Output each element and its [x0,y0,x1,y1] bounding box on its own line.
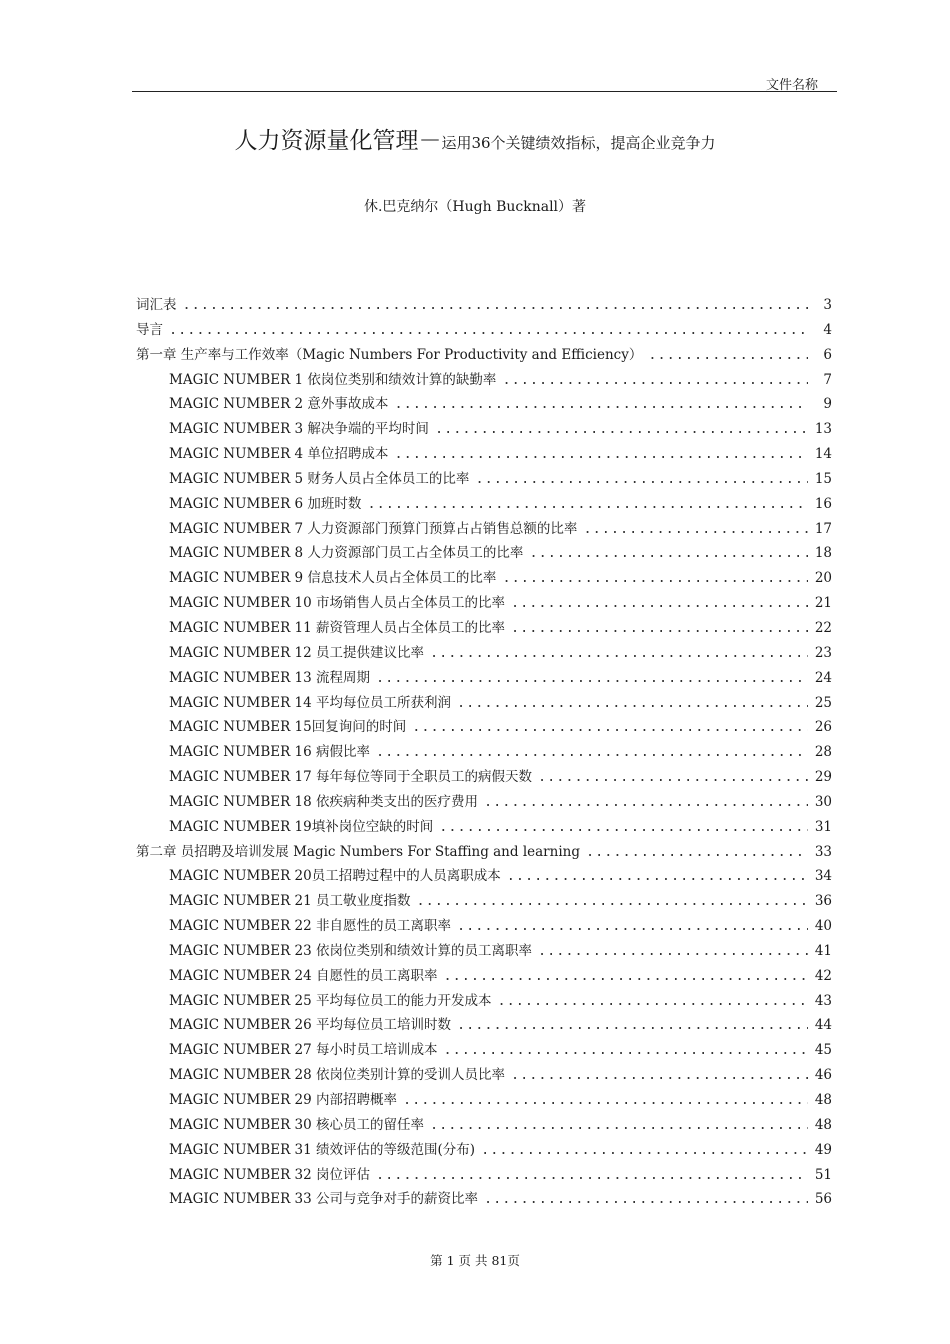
toc-page-number: 24 [814,669,832,686]
table-of-contents [136,293,832,1212]
toc-page-number: 21 [814,595,832,612]
toc-section-entry[interactable] [136,691,832,716]
toc-entry-label: 导言 [136,321,163,338]
toc-entry-label: MAGIC NUMBER 5 财务人员占全体员工的比率 [169,470,470,487]
toc-dot-leader [435,421,808,437]
toc-dot-leader [538,943,808,959]
toc-entry-label: MAGIC NUMBER 22 非自愿性的员工离职率 [169,918,452,935]
toc-section-entry[interactable] [136,815,832,840]
toc-entry-label: MAGIC NUMBER 15回复询问的时间 [169,719,407,736]
toc-dot-leader [169,322,808,338]
toc-dot-leader [586,844,808,860]
toc-page-number: 17 [814,520,832,537]
toc-entry-label: MAGIC NUMBER 6 加班时数 [169,495,362,512]
toc-chapter-entry[interactable] [136,293,832,318]
toc-entry-label: MAGIC NUMBER 32 岗位评估 [169,1166,371,1183]
toc-chapter-entry[interactable] [136,343,832,368]
toc-dot-leader [417,893,808,909]
toc-entry-label: MAGIC NUMBER 18 依疾病种类支出的医疗费用 [169,793,479,810]
toc-page-number: 26 [814,719,832,736]
toc-page-number: 30 [814,793,832,810]
toc-page-number: 18 [814,545,832,562]
toc-page-number: 43 [814,992,832,1009]
toc-page-number: 4 [823,321,832,338]
toc-entry-label: MAGIC NUMBER 12 员工提供建议比率 [169,644,425,661]
toc-dot-leader [511,1067,808,1083]
toc-entry-label: MAGIC NUMBER 26 平均每位员工培训时数 [169,1017,452,1034]
toc-entry-label: MAGIC NUMBER 29 内部招聘概率 [169,1092,398,1108]
toc-section-entry[interactable] [136,864,832,889]
toc-page-number: 48 [814,1092,832,1108]
toc-section-entry[interactable] [136,740,832,765]
toc-section-entry[interactable] [136,442,832,467]
toc-dot-leader [394,396,808,412]
toc-entry-label: MAGIC NUMBER 30 核心员工的留任率 [169,1116,425,1133]
toc-page-number: 49 [814,1141,832,1158]
toc-page-number: 48 [814,1116,832,1133]
toc-entry-label: MAGIC NUMBER 14 平均每位员工所获利润 [169,694,452,711]
title-main: 人力资源量化管理－ [234,128,442,154]
toc-entry-label: MAGIC NUMBER 1 依岗位类别和绩效计算的缺勤率 [169,371,497,388]
toc-dot-leader [538,769,808,785]
toc-dot-leader [444,1042,808,1058]
toc-entry-label: MAGIC NUMBER 16 病假比率 [169,744,371,761]
toc-section-entry[interactable] [136,566,832,591]
document-title [0,122,950,155]
toc-section-entry[interactable] [136,790,832,815]
toc-section-entry[interactable] [136,889,832,914]
toc-dot-leader [444,968,808,984]
toc-entry-label: MAGIC NUMBER 25 平均每位员工的能力开发成本 [169,992,492,1009]
toc-page-number: 23 [814,644,832,661]
toc-section-entry[interactable] [136,1138,832,1163]
page-footer: 第 1 页 共 81页 [430,1253,520,1268]
header-divider [132,91,837,92]
toc-entry-label: MAGIC NUMBER 31 绩效评估的等级范围(分布) [169,1141,476,1158]
toc-section-entry[interactable] [136,765,832,790]
toc-page-number: 36 [814,893,832,910]
toc-dot-leader [430,1117,808,1133]
title-subtitle: 运用36个关键绩效指标，提高企业竞争力 [441,134,716,152]
toc-entry-label: MAGIC NUMBER 2 意外事故成本 [169,396,389,413]
toc-page-number: 22 [814,619,832,636]
toc-entry-label: MAGIC NUMBER 19填补岗位空缺的时间 [169,818,434,835]
toc-section-entry[interactable] [136,467,832,492]
toc-entry-label: MAGIC NUMBER 4 单位招聘成本 [169,446,389,463]
toc-page-number: 31 [814,818,832,835]
toc-section-entry[interactable] [136,914,832,939]
toc-page-number: 25 [814,694,832,711]
toc-dot-leader [502,570,808,586]
toc-dot-leader [511,620,808,636]
toc-section-entry[interactable] [136,417,832,442]
toc-page-number: 16 [814,495,832,512]
toc-dot-leader [376,1167,808,1183]
toc-dot-leader [529,545,808,561]
toc-entry-label: MAGIC NUMBER 28 依岗位类别计算的受训人员比率 [169,1067,506,1084]
toc-page-number: 3 [823,297,832,313]
toc-section-entry[interactable] [136,964,832,989]
toc-section-entry[interactable] [136,517,832,542]
toc-section-entry[interactable] [136,641,832,666]
toc-entry-label: MAGIC NUMBER 27 每小时员工培训成本 [169,1042,438,1059]
toc-section-entry[interactable] [136,1038,832,1063]
toc-entry-label: MAGIC NUMBER 21 员工敬业度指数 [169,893,411,910]
toc-dot-leader [457,918,808,934]
toc-dot-leader [403,1092,808,1108]
toc-section-entry[interactable] [136,989,832,1014]
toc-dot-leader [412,719,808,735]
toc-section-entry[interactable] [136,1163,832,1188]
toc-entry-label: MAGIC NUMBER 17 每年每位等同于全职员工的病假天数 [169,769,533,786]
toc-section-entry[interactable] [136,368,832,393]
header-file-name: 文件名称 [765,78,818,93]
toc-section-entry[interactable] [136,591,832,616]
toc-dot-leader [439,819,808,835]
toc-page-number: 13 [814,421,832,438]
toc-dot-leader [367,496,808,512]
toc-entry-label: 第二章 员招聘及培训发展 Magic Numbers For Staffing and learning [136,843,580,860]
toc-page-number: 15 [814,470,832,487]
toc-dot-leader [502,372,808,388]
toc-dot-leader [507,868,808,884]
toc-dot-leader [457,1017,808,1033]
toc-section-entry[interactable] [136,1187,832,1212]
toc-section-entry[interactable] [136,1063,832,1088]
toc-dot-leader [511,595,808,611]
author-line: 休.巴克纳尔（Hugh Bucknall）著 [363,199,587,215]
toc-page-number: 44 [814,1017,832,1034]
toc-dot-leader [430,645,808,661]
toc-dot-leader [475,471,808,487]
toc-page-number: 20 [814,570,832,587]
toc-section-entry[interactable] [136,616,832,641]
toc-page-number: 45 [814,1042,832,1059]
toc-entry-label: 第一章 生产率与工作效率（Magic Numbers For Productivity and Efficiency） [136,346,643,363]
toc-page-number: 34 [814,868,832,885]
toc-page-number: 41 [814,942,832,959]
toc-dot-leader [481,1142,808,1158]
toc-section-entry[interactable] [136,1013,832,1038]
toc-page-number: 46 [814,1067,832,1084]
toc-dot-leader [648,347,808,363]
toc-page-number: 14 [814,446,832,463]
toc-dot-leader [394,446,808,462]
toc-entry-label: MAGIC NUMBER 20员工招聘过程中的人员离职成本 [169,868,501,885]
toc-entry-label: MAGIC NUMBER 23 依岗位类别和绩效计算的员工离职率 [169,942,533,959]
toc-page-number: 33 [814,843,832,860]
toc-page-number: 51 [814,1166,832,1183]
toc-entry-label: MAGIC NUMBER 8 人力资源部门员工占全体员工的比率 [169,545,524,562]
toc-entry-label: MAGIC NUMBER 9 信息技术人员占全体员工的比率 [169,570,497,587]
toc-dot-leader [457,695,808,711]
toc-dot-leader [498,993,808,1009]
toc-dot-leader [583,521,808,537]
toc-page-number: 28 [814,744,832,761]
toc-chapter-entry[interactable] [136,840,832,865]
toc-page-number: 6 [823,346,832,363]
toc-entry-label: 词汇表 [136,297,177,313]
toc-page-number: 9 [823,396,832,413]
toc-entry-label: MAGIC NUMBER 7 人力资源部门预算门预算占占销售总额的比率 [169,520,578,537]
toc-section-entry[interactable] [136,392,832,417]
toc-section-entry[interactable] [136,1088,832,1113]
toc-section-entry[interactable] [136,492,832,517]
toc-dot-leader [484,794,808,810]
toc-entry-label: MAGIC NUMBER 33 公司与竞争对手的薪资比率 [169,1191,479,1208]
toc-section-entry[interactable] [136,541,832,566]
toc-entry-label: MAGIC NUMBER 11 薪资管理人员占全体员工的比率 [169,619,506,636]
toc-entry-label: MAGIC NUMBER 13 流程周期 [169,669,371,686]
toc-section-entry[interactable] [136,939,832,964]
toc-page-number: 40 [814,918,832,935]
toc-dot-leader [376,670,808,686]
toc-section-entry[interactable] [136,666,832,691]
toc-dot-leader [183,297,809,313]
toc-entry-label: MAGIC NUMBER 24 自愿性的员工离职率 [169,967,438,984]
toc-entry-label: MAGIC NUMBER 3 解决争端的平均时间 [169,421,429,438]
toc-entry-label: MAGIC NUMBER 10 市场销售人员占全体员工的比率 [169,595,506,612]
toc-section-entry[interactable] [136,1113,832,1138]
toc-page-number: 7 [823,371,832,388]
toc-chapter-entry[interactable] [136,318,832,343]
toc-dot-leader [376,744,808,760]
toc-page-number: 42 [814,967,832,984]
toc-page-number: 29 [814,769,832,786]
toc-page-number: 56 [814,1191,832,1208]
toc-dot-leader [484,1191,808,1207]
toc-section-entry[interactable] [136,715,832,740]
